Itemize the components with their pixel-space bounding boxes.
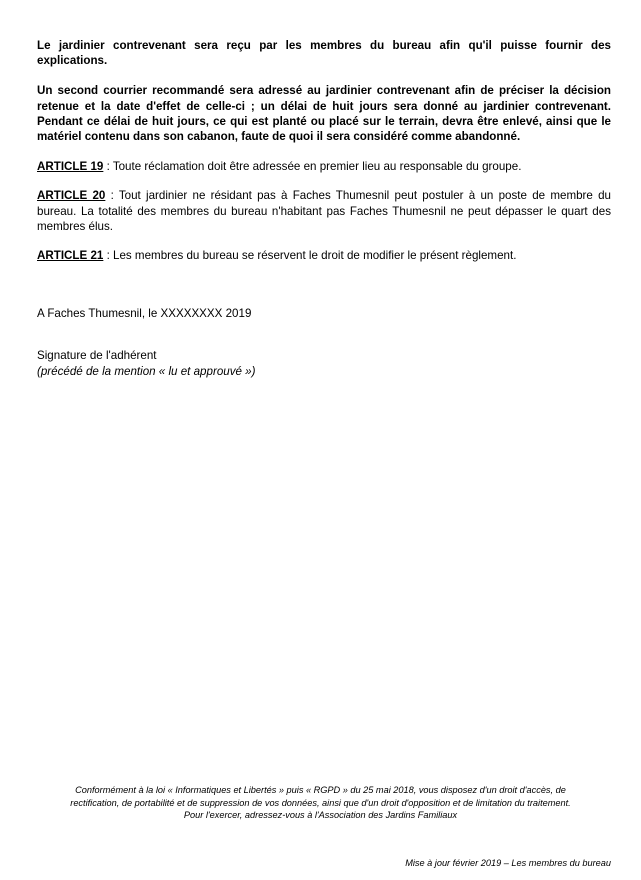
article-20 — [37, 188, 611, 234]
signature-note: (précédé de la mention « lu et approuvé ») — [37, 364, 256, 378]
document-body — [37, 38, 611, 379]
place-date: A Faches Thumesnil, le XXXXXXXX 2019 — [37, 307, 252, 321]
article-19 — [37, 159, 611, 174]
article-21 — [37, 248, 611, 263]
article-20-text: : Tout jardinier ne résidant pas à Faches Thumesnil peut postuler à un poste de membre du bureau. La totalité des membres du bureau n'habitant pas Faches Thumesnil ne peut dépasser le quart des membres élus. — [37, 189, 611, 233]
paragraph-explanations: Le jardinier contrevenant sera reçu par les membres du bureau afin qu'il puisse fournir des explications. — [37, 39, 611, 68]
article-21-text: : Les membres du bureau se réservent le droit de modifier le présent règlement. — [103, 249, 517, 263]
article-19-label: ARTICLE 19 — [37, 160, 104, 174]
privacy-footer — [30, 784, 611, 822]
footer-line-1: Conformément à la loi « Informatiques et Libertés » puis « RGPD » du 25 mai 2018, vous disposez d'un droit d'accès, de — [75, 785, 566, 795]
article-21-label: ARTICLE 21 — [37, 249, 104, 263]
update-note: Mise à jour février 2019 – Les membres du bureau — [405, 858, 611, 868]
footer-line-3: Pour l'exercer, adressez-vous à l'Association des Jardins Familiaux — [183, 810, 458, 821]
article-19-text: : Toute réclamation doit être adressée en premier lieu au responsable du groupe. — [103, 160, 522, 174]
paragraph-second-letter: Un second courrier recommandé sera adressé au jardinier contrevenant afin de préciser la décision retenue et la date d'effet de celle-ci ; un délai de huit jours sera donné au jardinier contrevenant. Pendant ce délai de huit jours, ce qui est planté ou placé sur le terrain, devra être enlevé, ainsi que le matériel contenu dans son cabanon, faute de quoi il sera considéré comme abandonné. — [37, 84, 611, 144]
article-20-label: ARTICLE 20 — [37, 189, 106, 203]
footer-line-2: rectification, de portabilité et de suppression de vos données, ainsi que d'un droit d'opposition et de limitation du traitement. — [70, 797, 571, 808]
signature-label: Signature de l'adhérent — [37, 349, 157, 363]
